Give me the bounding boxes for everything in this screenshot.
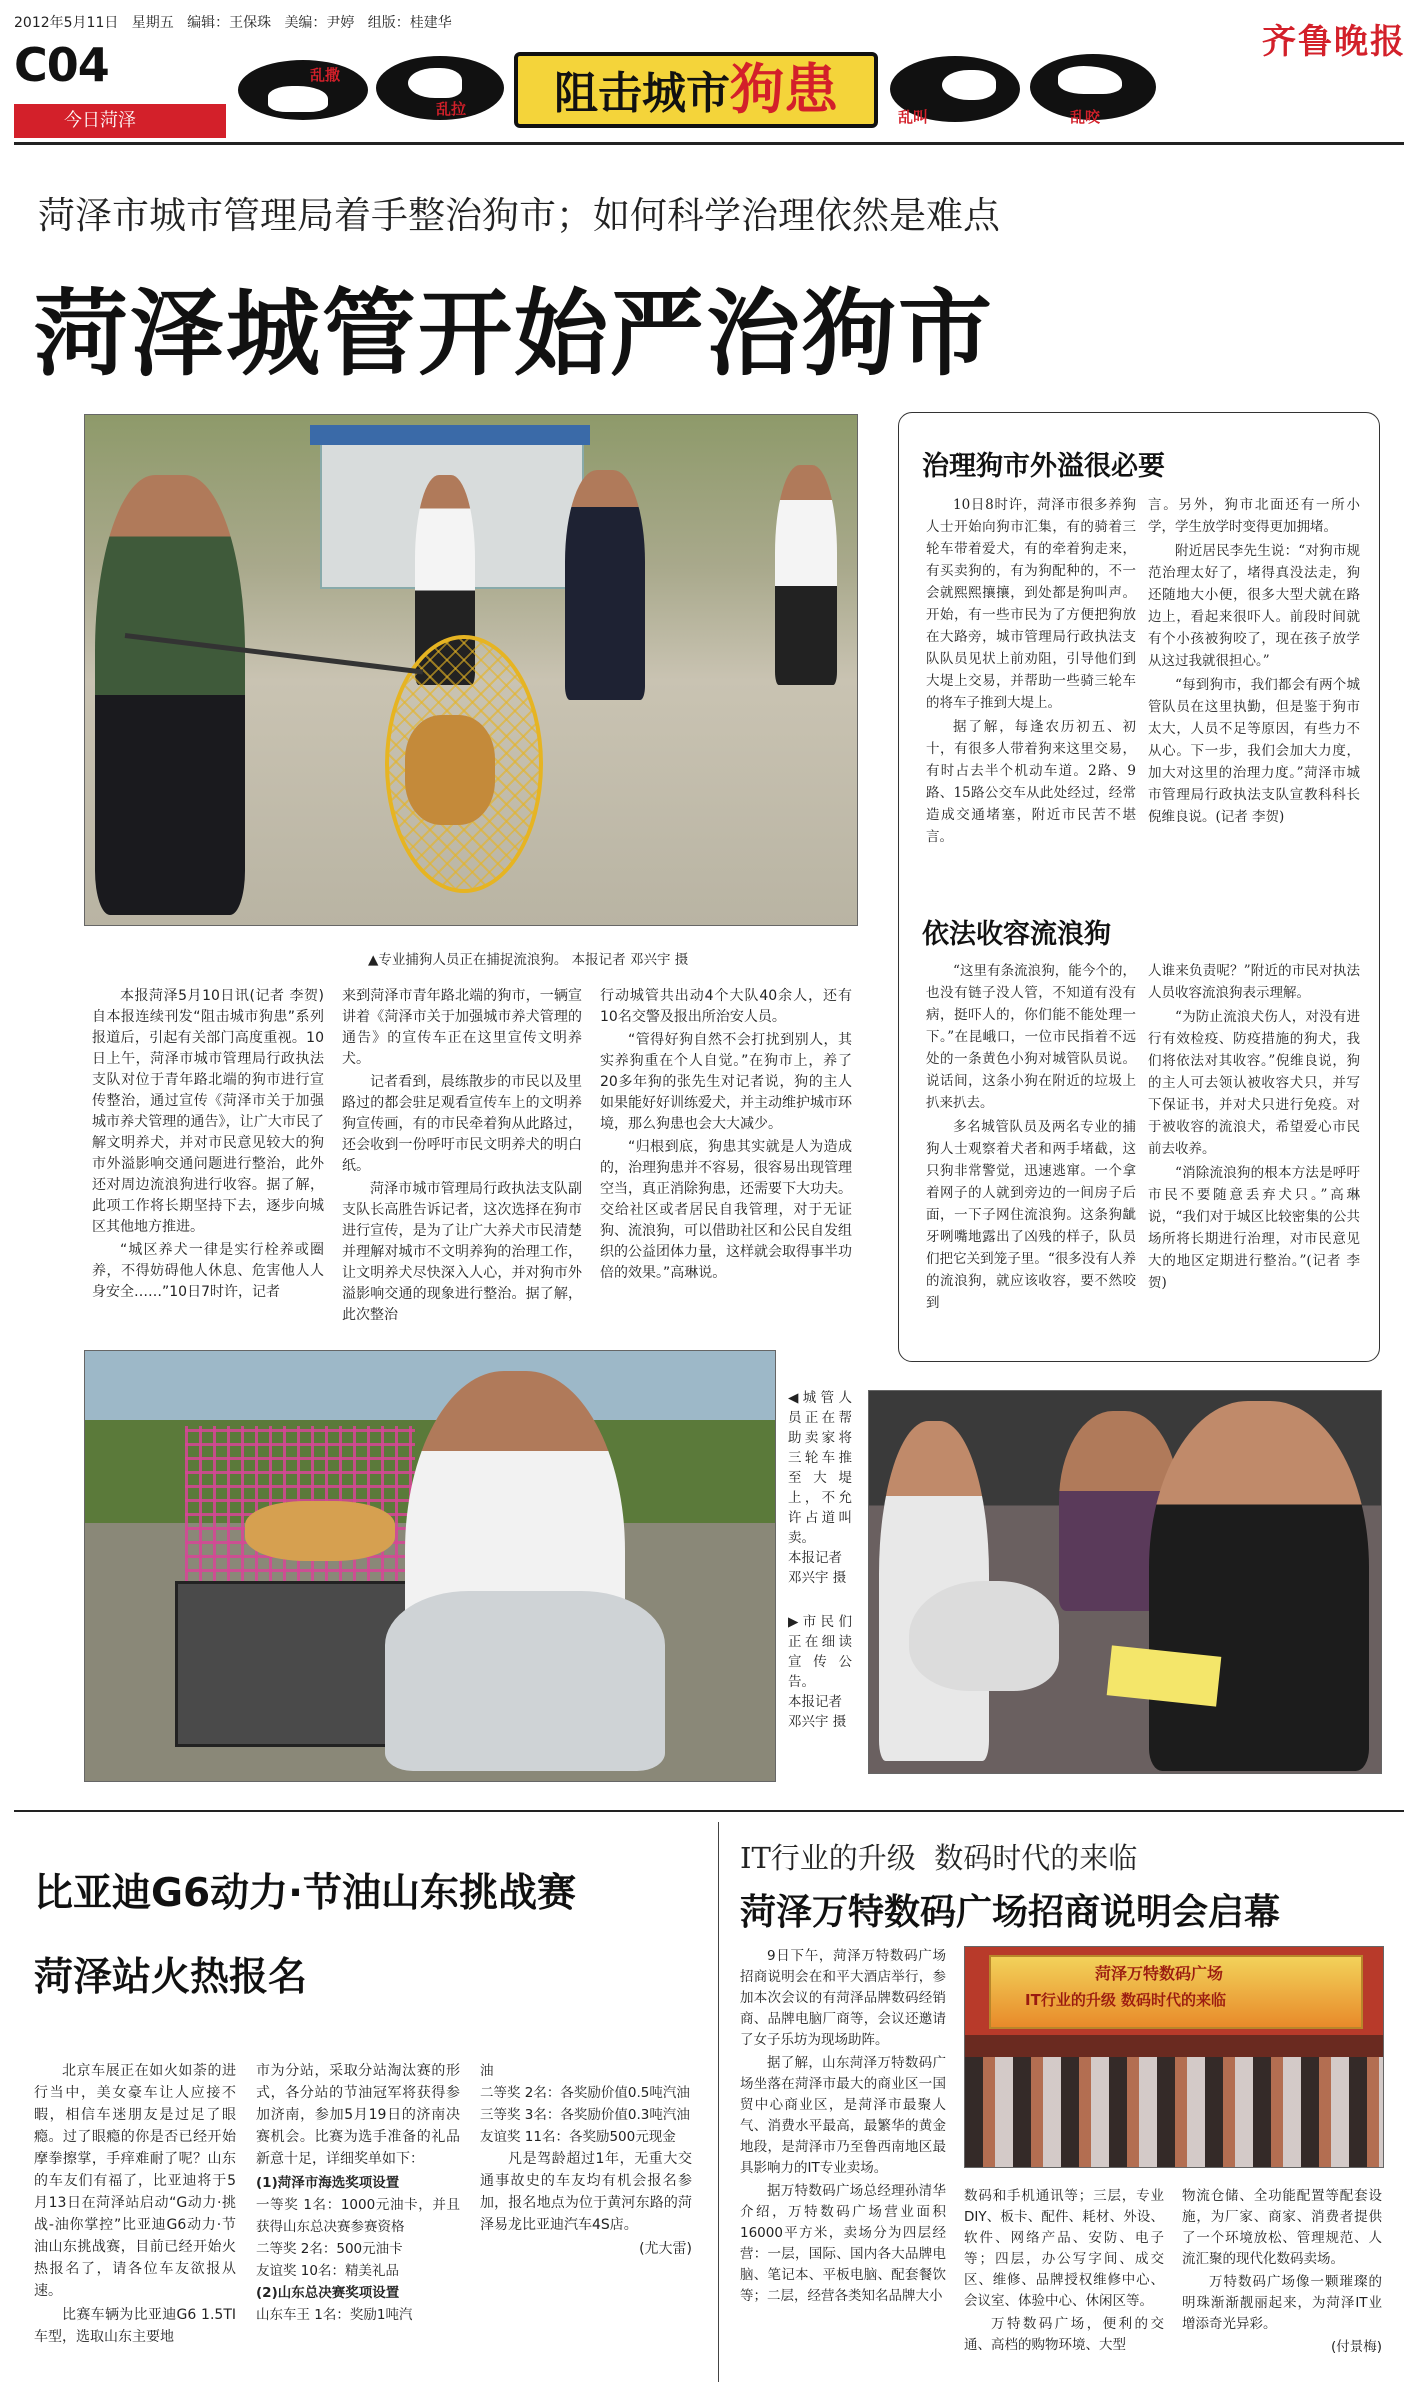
paragraph: 万特数码广场像一颗璀璨的明珠渐渐靓丽起来，为菏泽IT业增添奇光异彩。 <box>1182 2274 1382 2332</box>
caption-credit: 本报记者 <box>788 1550 842 1566</box>
paragraph: 数码和手机通讯等；三层，专业DIY、板卡、配件、耗材、外设、软件、网络产品、安防、电子等；四层，办公写字间、成交区、维修、品牌授权维修中心、会议室、体验中心、休闲区等。 <box>964 2188 1164 2309</box>
it-title: 菏泽万特数码广场招商说明会启幕 <box>740 1892 1281 1933</box>
paragraph: 北京车展正在如火如荼的进行当中，美女豪车让人应接不暇，相信车迷朋友是过足了眼瘾。过了眼瘾的你是否已经开始摩拳擦掌，手痒难耐了呢？山东的车友们有福了，比亚迪将于5月13日在菏泽站启动“G动力·挑战-油你掌控”比亚迪G6动力·节油山东挑战赛，目前已经开始火热报名了，请各位车友欲报从速。 <box>34 2063 236 2299</box>
prize-line: 二等奖 2名：500元油卡 <box>256 2241 403 2257</box>
photo2-caption <box>788 1388 852 1588</box>
prize-line: 山东车王 1名：奖励1吨汽 <box>256 2307 413 2323</box>
paragraph: 比赛车辆为比亚迪G6 1.5TI车型，选取山东主要地 <box>34 2307 236 2345</box>
header-dateline <box>14 12 452 32</box>
caption-credit: 邓兴宇 摄 <box>788 1570 847 1586</box>
photo1-caption: ▲专业捕狗人员正在捕捉流浪狗。 本报记者 邓兴宇 摄 <box>368 952 689 968</box>
byd-title-1: 比亚迪G6动力·节油山东挑战赛 <box>34 1871 576 1916</box>
prize-line: 一等奖 1名：1000元油卡，并且获得山东总决赛参赛资格 <box>256 2197 460 2235</box>
it-col-top <box>740 1946 946 2309</box>
paragraph: 凡是驾龄超过1年，无重大交通事故史的车友均有机会报名参加，报名地点为位于黄河东路的菏泽易龙比亚迪汽车4S店。 <box>480 2151 692 2233</box>
byd-col-3 <box>480 2060 692 2260</box>
paragraph: “归根到底，狗患其实就是人为造成的，治理狗患并不容易，很容易出现管理空当，真正消除狗患，还需要下大功夫。交给社区或者居民自我管理，对于无证狗、流浪狗，可以借助社区和公民自发组织的公益团体力量，这样就会取得事半功倍的效果。”高琳说。 <box>600 1139 852 1281</box>
photo-conference <box>964 1946 1384 2168</box>
it-col-b1 <box>964 2186 1164 2358</box>
dog-icon <box>942 70 996 100</box>
dog <box>909 1581 1059 1691</box>
caption-text: ▶市民们正在细读宣传公告。 <box>788 1614 852 1690</box>
sidebar-head-1: 治理狗市外溢很必要 <box>922 451 1165 482</box>
paragraph: 万特数码广场，便利的交通、高档的购物环境、大型 <box>964 2316 1164 2353</box>
paragraph: 附近居民李先生说：“对狗市规范治理太好了，堵得真没法走，狗还随地大小便，很多大型犬就在路边上，看起来很吓人。前段时间就有个小孩被狗咬了，现在孩子放学从这过我就很担心。” <box>1148 543 1360 669</box>
person <box>775 465 837 685</box>
paragraph: 言。另外，狗市北面还有一所小学，学生放学时变得更加拥堵。 <box>1148 497 1360 535</box>
masthead-logo: 齐鲁晚报 <box>1262 22 1406 62</box>
banner-icon-label-1: 乱撒 <box>310 66 341 84</box>
it-kicker: IT行业的升级 数码时代的来临 <box>740 1841 1138 1875</box>
weekday: 星期五 <box>131 15 174 31</box>
paragraph: 10日8时许，菏泽市很多养狗人士开始向狗市汇集，有的骑着三轮车带着爱犬，有的牵着狗走来，有买卖狗的，有为狗配种的，不一会就熙熙攘攘，到处都是狗叫声。开始，有一些市民为了方便把狗放在大路旁，城市管理局行政执法支队队员见状上前劝阻，引导他们到大堤上交易，并帮助一些骑三轮车的将车子推到大堤上。 <box>926 497 1136 711</box>
caption-text: ◀城管人员正在帮助卖家将三轮车推至大堤上，不允许占道叫卖。 <box>788 1390 852 1546</box>
dog-icon <box>268 86 328 112</box>
prize-line: 油 <box>480 2063 494 2079</box>
date: 2012年5月11日 <box>14 15 119 31</box>
paragraph: 物流仓储、全功能配置等配套设施，为厂家、商家、消费者提供了一个环境放松、管理规范、人流汇聚的现代化数码卖场。 <box>1182 2188 1382 2267</box>
byd-col-1 <box>34 2060 236 2350</box>
designer: 美编：尹婷 <box>284 15 355 31</box>
prize-line: (1)菏泽市海选奖项设置 <box>256 2175 400 2191</box>
byd-title-2: 菏泽站火热报名 <box>34 1955 308 2000</box>
dog-icon <box>408 68 462 98</box>
main-col-1 <box>92 986 324 1305</box>
banner-icon-label-4: 乱咬 <box>1070 108 1101 126</box>
sidebar-col-1a <box>926 494 1136 850</box>
banner-text-1: 菏泽万特数码广场 <box>1095 1964 1224 1983</box>
article-subtitle: 菏泽市城市管理局着手整治狗市；如何科学治理依然是难点 <box>38 194 1000 237</box>
prize-list-a <box>256 2172 460 2326</box>
main-col-3 <box>600 986 852 1286</box>
main-col-2 <box>342 986 582 1328</box>
photo-dog-catching <box>84 414 858 926</box>
page-number: C04 <box>14 38 109 92</box>
byline: (尤大雷) <box>639 2241 692 2257</box>
byd-col-2 <box>256 2060 460 2326</box>
person <box>95 475 245 915</box>
paragraph: 本报菏泽5月10日讯(记者 李贺) 自本报连续刊发“阻击城市狗患”系列报道后，引起有关部门高度重视。10日上午，菏泽市城市管理局行政执法支队对位于青年路北端的狗市进行宣传整治，通过宣传《菏泽市关于加强城市养犬管理的通告》，让广大市民了解文明养犬，并对市民意见较大的狗市外溢影响交通问题进行整治，此外还对周边流浪狗进行收容。据了解，此项工作将长期坚持下去，逐步向城区其他地方推进。 <box>92 988 324 1235</box>
paragraph: “为防止流浪犬伤人，对没有进行有效检疫、防疫措施的狗犬，我们将依法对其收容。”倪维良说，狗的主人可去领认被收容犬只，并写下保证书，并对犬只进行免疫。对于被收容的流浪犬，希望爱心市民前去收养。 <box>1148 1009 1360 1157</box>
dog <box>245 1501 395 1561</box>
banner-text-2: IT行业的升级 数码时代的来临 <box>1025 1991 1227 2009</box>
paragraph: 9日下午，菏泽万特数码广场招商说明会在和平大酒店举行，参加本次会议的有菏泽品牌数码经销商、品牌电脑厂商等，会议还邀请了女子乐坊为现场助阵。 <box>740 1948 946 2048</box>
banner-title-a: 阻击城市 <box>554 68 730 119</box>
prize-line: (2)山东总决赛奖项设置 <box>256 2285 400 2301</box>
bottom-rule <box>14 1810 1404 1812</box>
photo-reading-notice <box>868 1390 1382 1774</box>
prize-line: 友谊奖 11名：各奖励500元现金 <box>480 2129 676 2145</box>
scooter <box>385 1591 665 1771</box>
photo3-caption <box>788 1612 852 1732</box>
section-tab <box>14 104 226 138</box>
banner-icon-label-2: 乱拉 <box>436 100 467 118</box>
banner-title-box <box>514 52 878 128</box>
dog <box>405 715 495 825</box>
notice-paper <box>1107 1645 1222 1706</box>
paragraph: “城区养犬一律是实行栓养或圈养，不得妨碍他人休息、危害他人人身安全……”10日7时许，记者 <box>92 1242 324 1300</box>
bottom-divider <box>718 1822 719 2382</box>
banner-title-b: 狗患 <box>730 58 838 121</box>
section-label: 今日菏泽 <box>64 110 136 131</box>
paragraph: “这里有条流浪狗，能今个的，也没有链子没人管，不知道有没有病，挺吓人的，你们能不能处理一下。”在昆峨口，一位市民指着不远处的一条黄色小狗对城管队员说。说话间，这条小狗在附近的垃圾上扒来扒去。 <box>926 963 1136 1111</box>
banner <box>238 50 1158 140</box>
paragraph: “每到狗市，我们都会有两个城管队员在这里执勤，但是鉴于狗市太大，人员不足等原因，有些力不从心。下一步，我们会加大力度，加大对这里的治理力度。”菏泽市城市管理局行政执法支队宣教科科长倪维良说。(记者 李贺) <box>1148 677 1360 825</box>
sidebar-col-2b <box>1148 960 1360 1296</box>
banner-icon-label-3: 乱叫 <box>898 108 929 126</box>
paragraph: 据万特数码广场总经理孙清华介绍，万特数码广场营业面积16000平方米，卖场分为四层经营：一层，国际、国内各大品牌电脑、笔记本、平板电脑、配套餐饮等；二层，经营各类知名品牌大小 <box>740 2183 946 2304</box>
man-reading <box>1149 1401 1369 1771</box>
paragraph: 行动城管共出动4个大队40余人，还有10名交警及报出所治安人员。 <box>600 988 852 1025</box>
paragraph: 菏泽市城市管理局行政执法支队副支队长高胜告诉记者，这次选择在狗市进行宣传，是为了让广大养犬市民清楚并理解对城市不文明养狗的治理工作，让文明养犬尽快深入人心，并对狗市外溢影响交通的现象进行整治。据了解，此次整治 <box>342 1181 582 1323</box>
prize-line: 友谊奖 10名：精美礼品 <box>256 2263 399 2279</box>
sidebar-head-2: 依法收容流浪狗 <box>922 919 1111 950</box>
paragraph: 来到菏泽市青年路北端的狗市，一辆宣讲着《菏泽市关于加强城市养犬管理的通告》的宣传车正在这里宣传文明养犬。 <box>342 988 582 1067</box>
article-title: 菏泽城管开始严治狗市 <box>34 280 995 389</box>
prize-list-b <box>480 2060 692 2148</box>
paragraph: 据了解，每逢农历初五、初十，有很多人带着狗来这里交易，有时占去半个机动车道。2路、9路、15路公交车从此处经过，经常造成交通堵塞，附近市民苦不堪言。 <box>926 719 1136 845</box>
roof <box>310 425 590 445</box>
prize-line: 二等奖 2名：各奖励价值0.5吨汽油 <box>480 2085 690 2101</box>
audience <box>965 2057 1383 2167</box>
prize-line: 三等奖 3名：各奖励价值0.3吨汽油 <box>480 2107 690 2123</box>
caption-credit: 本报记者 <box>788 1694 842 1710</box>
caption-credit: 邓兴宇 摄 <box>788 1714 847 1730</box>
paragraph: 多名城管队员及两名专业的捕狗人士观察着犬者和两手堵截，这只狗非常警觉，迅速逃窜。一个拿着网子的人就到旁边的一间房子后面，一下子网住流浪狗。这条狗龇牙咧嘴地露出了凶残的样子，队员们把它关到笼子里。“很多没有人养的流浪狗，就应该收容，要不然咬到 <box>926 1119 1136 1311</box>
sidebar-col-1b <box>1148 494 1360 830</box>
photo-tricycle <box>84 1350 776 1782</box>
person <box>565 470 645 700</box>
byline: (付景梅) <box>1330 2339 1382 2355</box>
paragraph: 人谁来负责呢？”附近的市民对执法人员收容流浪狗表示理解。 <box>1148 963 1360 1001</box>
editor: 编辑：王保珠 <box>187 15 272 31</box>
sidebar-col-2a <box>926 960 1136 1316</box>
paragraph: “管得好狗自然不会打扰到别人，其实养狗重在个人自觉。”在狗市上，养了20多年狗的张先生对记者说，狗的主人如果能好好训练爱犬，并主动维护城市环境，那么狗患也会大大减少。 <box>600 1032 852 1132</box>
paragraph: “消除流浪狗的根本方法是呼吁市民不要随意丢弃犬只。”高琳说，“我们对于城区比较密集的公共场所将长期进行治理，对市民意见大的地区定期进行整治。”(记者 李贺) <box>1148 1165 1360 1291</box>
paragraph: 据了解，山东菏泽万特数码广场坐落在菏泽市最大的商业区一国贸中心商业区，是菏泽市最聚人气、消费水平最高，最繁华的黄金地段，是菏泽市乃至鲁西南地区最具影响力的IT专业卖场。 <box>740 2055 946 2176</box>
paragraph: 记者看到，晨练散步的市民以及里路过的都会驻足观看宣传车上的文明养狗宣传画，有的市民牵着狗从此路过，还会收到一份呼吁市民文明养犬的明白纸。 <box>342 1074 582 1174</box>
header-rule <box>14 142 1404 145</box>
proof: 组版：桂建华 <box>367 15 452 31</box>
it-col-b2 <box>1182 2186 1382 2358</box>
paragraph: 市为分站，采取分站淘汰赛的形式，各分站的节油冠军将获得参加济南，参加5月19日的济南决赛机会。比赛为选手准备的礼品新意十足，详细奖单如下： <box>256 2063 460 2167</box>
